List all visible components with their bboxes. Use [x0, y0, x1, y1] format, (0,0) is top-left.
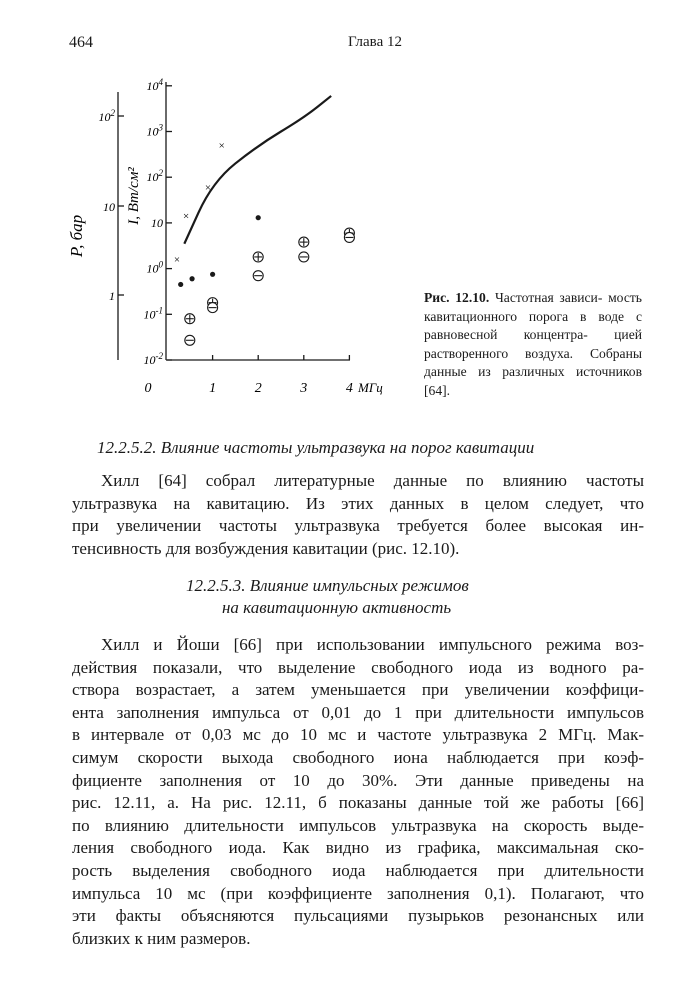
caption-line: мость кавитационного порога в: [424, 290, 642, 324]
caption-line: источников [64].: [424, 364, 642, 398]
frequency-unit-label: МГц: [358, 380, 383, 395]
frequency-tick-label: 2: [254, 381, 262, 396]
page-number: 464: [69, 34, 93, 51]
pressure-tick-label: 1: [109, 289, 115, 303]
circle-minus-marker: [208, 303, 218, 313]
paragraph-1: [72, 470, 644, 560]
paragraph-2: [72, 634, 644, 950]
circle-minus-marker: [185, 335, 195, 345]
pressure-tick-label: $10^2$: [98, 108, 115, 124]
caption-line: Частотная зависи-: [494, 290, 603, 305]
threshold-curve: [184, 96, 331, 244]
dot-marker: [256, 215, 261, 220]
intensity-tick-label: $10^2$: [146, 168, 163, 185]
running-head: Глава 12: [348, 34, 402, 50]
circle-minus-marker: [253, 271, 263, 281]
text-line: ента заполнения импульса от 0,01 до 1 при длительности импульсов: [72, 702, 644, 722]
intensity-axis-title: I, Вт/см²: [126, 167, 142, 225]
text-line: действия показали, что выделение свободного иода из водного ра-: [72, 657, 644, 677]
caption-line: Собраны данные из различных: [424, 345, 642, 380]
text-line: импульса 10 мс (при коэффициенте заполнения 0,1). Полагают, что: [72, 883, 644, 903]
caption-line: цией растворенного воздуха.: [424, 327, 642, 361]
cross-marker: ×: [173, 253, 181, 266]
cross-marker: ×: [183, 210, 190, 223]
frequency-tick-label: 4: [345, 381, 353, 396]
cross-series: [174, 140, 225, 266]
circle-plus-marker: [185, 314, 195, 324]
text-line: тенсивность для возбуждения кавитации (рис. 12.10).: [72, 538, 460, 558]
circle-plus-marker: [299, 237, 309, 247]
circle-minus-series: [185, 232, 355, 345]
dot-marker: [178, 282, 183, 287]
section-heading-line: 12.2.5.3. Влияние импульсных режимов: [186, 576, 469, 595]
intensity-tick-label: $10^{-2}$: [143, 351, 163, 367]
circle-minus-marker: [344, 232, 354, 242]
pressure-tick-label: 10: [103, 200, 115, 214]
circle-minus-marker: [299, 252, 309, 262]
text-line: симум скорости выхода свободного иона наблюдается при коэф-: [72, 747, 644, 767]
text-line: эти факты объясняются пульсациями пузырьков резонансных или: [72, 906, 644, 926]
intensity-tick-label: $10^0$: [146, 259, 163, 276]
intensity-tick-label: $10^{-1}$: [143, 305, 163, 322]
caption-label: Рис. 12.10.: [424, 290, 490, 305]
section-heading: 12.2.5.2. Влияние частоты ультразвука на порог кавитации: [97, 438, 535, 457]
dot-marker: [210, 272, 215, 277]
figure-caption: [424, 289, 642, 401]
text-line: в интервале от 0,03 мс до 10 мс и частоте ультразвука 2 МГц. Мак-: [72, 725, 644, 745]
pressure-axis-title: P, бар: [67, 214, 86, 258]
text-line: Хилл [64] собрал литературные данные по влиянию частоты: [101, 471, 644, 490]
text-line: створа возрастает, а затем уменьшается при увеличении коэффици-: [72, 680, 644, 700]
intensity-tick-label: 10: [151, 215, 163, 230]
section-heading-line: на кавитационную активность: [222, 598, 452, 617]
text-line: фициенте заполнения от 10 до 30%. Эти данные приведены на: [72, 770, 644, 790]
circle-plus-marker: [253, 252, 263, 262]
dot-marker: [189, 276, 194, 281]
frequency-tick-label: 3: [300, 381, 308, 396]
dot-series: [178, 215, 261, 287]
text-line: близких к ним размеров.: [72, 928, 251, 948]
cross-marker: ×: [218, 139, 225, 152]
text-line: рис. 12.11, а. На рис. 12.11, б показаны данные той же работы [66]: [72, 793, 644, 813]
intensity-tick-label: $10^3$: [146, 122, 163, 139]
figure-chart: [60, 66, 400, 396]
caption-line: воде с равновесной концентра-: [424, 308, 642, 343]
frequency-tick-label: 1: [209, 381, 217, 396]
text-line: по влиянию длительности импульсов ультразвука на скорость выде-: [72, 815, 644, 835]
frequency-tick-label: 0: [144, 381, 152, 396]
text-line: рость выделения свободного иода наблюдается при длительности: [72, 860, 644, 880]
intensity-tick-label: $10^4$: [146, 76, 163, 93]
text-line: Хилл и Йоши [66] при использовании импульсного режима воз-: [101, 635, 644, 654]
text-line: ультразвука на кавитацию. Из этих данных в целом следует, что: [72, 493, 644, 513]
cross-marker: ×: [204, 181, 212, 194]
text-line: при увеличении частоты ультразвука требуется более высокая ин-: [72, 516, 644, 536]
text-line: ления свободного иода. Как видно из графика, максимальная ско-: [72, 838, 644, 858]
threshold-curve-series: [184, 96, 331, 244]
